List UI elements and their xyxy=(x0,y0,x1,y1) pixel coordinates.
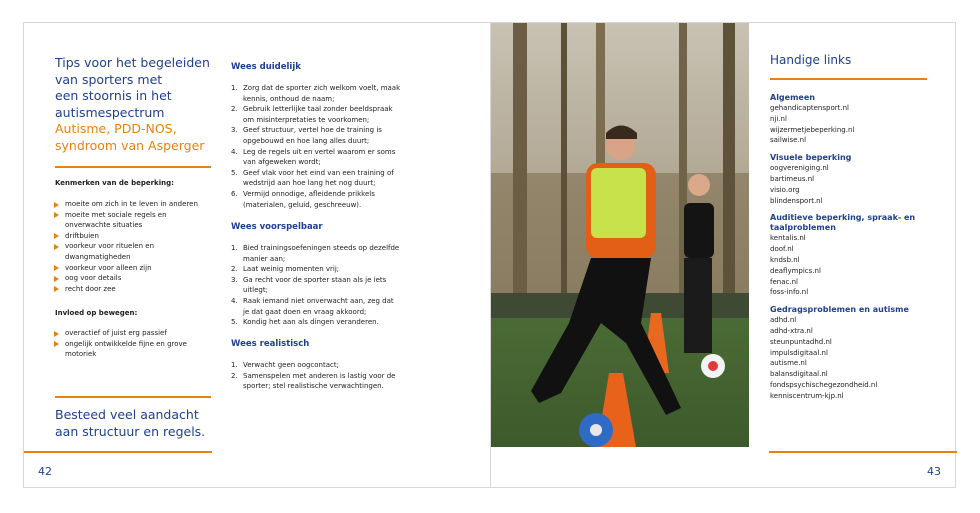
list-item: oog voor details xyxy=(53,273,213,284)
list-item: 1. Bied trainingsoefeningen steeds op dezelfde manier aan; xyxy=(231,244,400,263)
list-item: ongelijk ontwikkelde fijne en grove motoriek xyxy=(53,339,213,360)
list-item: 3. Geef structuur, vertel hoe de training is opgebouwd en hoe lang alles duurt; xyxy=(231,126,382,145)
link-doof[interactable]: doof.nl xyxy=(770,245,794,254)
section-heading-realistisch: Wees realistisch xyxy=(231,339,310,349)
page-number: 43 xyxy=(927,465,941,478)
soccer-training-photo xyxy=(491,23,749,447)
links-category: Auditieve beperking, spraak- en taalproblemen xyxy=(770,213,916,233)
title-line-highlight: syndroom van Asperger xyxy=(55,137,205,153)
title-line: van sporters met xyxy=(55,71,163,87)
section-heading-duidelijk: Wees duidelijk xyxy=(231,62,301,72)
list-item: 4. Raak iemand niet onverwacht aan, zeg dat je dat gaat doen en vraag akkoord; xyxy=(231,296,394,316)
link-sailwise[interactable]: sailwise.nl xyxy=(770,136,807,145)
list-item: voorkeur voor rituelen en dwangmatigheden xyxy=(53,241,213,262)
link-wijzermetjebeperking[interactable]: wijzermetjebeperking.nl xyxy=(770,125,855,134)
footer-rule xyxy=(769,451,957,453)
invloed-heading: Invloed op bewegen: xyxy=(55,309,138,317)
list-item: 5. Geef vlak voor het eind van een training of wedstrijd aan hoe lang het nog duurt; xyxy=(231,168,394,188)
list-item: driftbuien xyxy=(53,231,213,242)
link-nji[interactable]: nji.nl xyxy=(770,114,787,123)
link-kndsb[interactable]: kndsb.nl xyxy=(770,255,800,264)
link-kentalis[interactable]: kentalis.nl xyxy=(770,234,806,243)
link-impulsdigitaal[interactable]: impulsdigitaal.nl xyxy=(770,348,828,357)
title-line-highlight: Autisme, PDD-NOS, xyxy=(55,121,177,136)
links-title: Handige links xyxy=(770,53,852,67)
link-oogvereniging[interactable]: oogvereniging.nl xyxy=(770,164,829,173)
quote-line: Besteed veel aandacht xyxy=(55,407,199,422)
kenmerken-heading: Kenmerken van de beperking: xyxy=(55,179,174,187)
link-deaflympics[interactable]: deaflympics.nl xyxy=(770,266,821,275)
list-item: 1. Verwacht geen oogcontact; xyxy=(231,361,339,369)
list-item: 2. Laat weinig momenten vrij; xyxy=(231,265,340,274)
link-kenniscentrum-kjp[interactable]: kenniscentrum-kjp.nl xyxy=(770,391,844,400)
list-item: 1. Zorg dat de sporter zich welkom voelt, maak kennis, onthoud de naam; xyxy=(231,84,401,103)
list-item: 5. Kondig het aan als dingen veranderen. xyxy=(231,318,379,327)
section-list-realistisch xyxy=(231,360,401,392)
links-divider xyxy=(770,78,927,80)
link-bartimeus[interactable]: bartimeus.nl xyxy=(770,174,815,183)
quote-line: aan structuur en regels. xyxy=(55,424,206,439)
section-list-voorspelbaar xyxy=(231,243,401,328)
link-gehandicaptensport[interactable]: gehandicaptensport.nl xyxy=(770,104,849,112)
list-item: moeite met sociale regels en onverwachte situaties xyxy=(53,210,213,231)
quote-divider xyxy=(55,396,211,398)
link-visio[interactable]: visio.org xyxy=(770,185,800,194)
list-item: 6. Vermijd onnodige, afleidende prikkels (materialen, geluid, geschreeuw). xyxy=(231,189,375,209)
link-fenac[interactable]: fenac.nl xyxy=(770,277,798,286)
link-adhd[interactable]: adhd.nl xyxy=(770,316,797,325)
title-line: een stoornis in het xyxy=(55,88,172,103)
left-page xyxy=(23,22,490,488)
link-adhd-xtra[interactable]: adhd-xtra.nl xyxy=(770,326,813,335)
section-list-duidelijk xyxy=(231,83,401,210)
links-category: Algemeen xyxy=(770,93,815,102)
link-fondspsychischegezondheid[interactable]: fondspsychischegezondheid.nl xyxy=(770,380,878,389)
section-heading-voorspelbaar: Wees voorspelbaar xyxy=(231,222,323,232)
link-balansdigitaal[interactable]: balansdigitaal.nl xyxy=(770,370,828,379)
page-number: 42 xyxy=(38,465,52,478)
links-column xyxy=(770,93,920,402)
footer-rule xyxy=(24,451,212,453)
list-item: recht door zee xyxy=(53,284,213,295)
title-line: autismespectrum xyxy=(55,104,165,120)
list-item: overactief of juist erg passief xyxy=(53,328,213,339)
list-item: voorkeur voor alleen zijn xyxy=(53,263,213,274)
bottom-quote xyxy=(55,406,205,440)
invloed-list xyxy=(53,328,213,360)
link-autisme[interactable]: autisme.nl xyxy=(770,359,807,368)
links-category: Visuele beperking xyxy=(770,153,852,163)
kenmerken-list xyxy=(53,199,213,294)
link-steunpuntadhd[interactable]: steunpuntadhd.nl xyxy=(770,337,832,346)
title-line: Tips voor het begeleiden xyxy=(55,55,210,70)
right-page xyxy=(490,22,956,488)
link-foss-info[interactable]: foss-info.nl xyxy=(770,288,809,297)
list-item: 4. Leg de regels uit en vertel waarom er soms van afgeweken wordt; xyxy=(231,147,396,167)
list-item: moeite om zich in te leven in anderen xyxy=(53,199,213,210)
list-item: 2. Gebruik letterlijke taal zonder beeldspraak om misinterpretaties te voorkomen; xyxy=(231,105,393,124)
list-item: 2. Samenspelen met anderen is lastig voor de sporter; stel realistische verwachtingen. xyxy=(231,371,396,391)
page-title xyxy=(55,55,220,154)
link-blindensport[interactable]: blindensport.nl xyxy=(770,196,823,205)
links-category: Gedragsproblemen en autisme xyxy=(770,305,909,315)
title-divider xyxy=(55,166,211,168)
list-item: 3. Ga recht voor de sporter staan als je iets uitlegt; xyxy=(231,275,387,295)
